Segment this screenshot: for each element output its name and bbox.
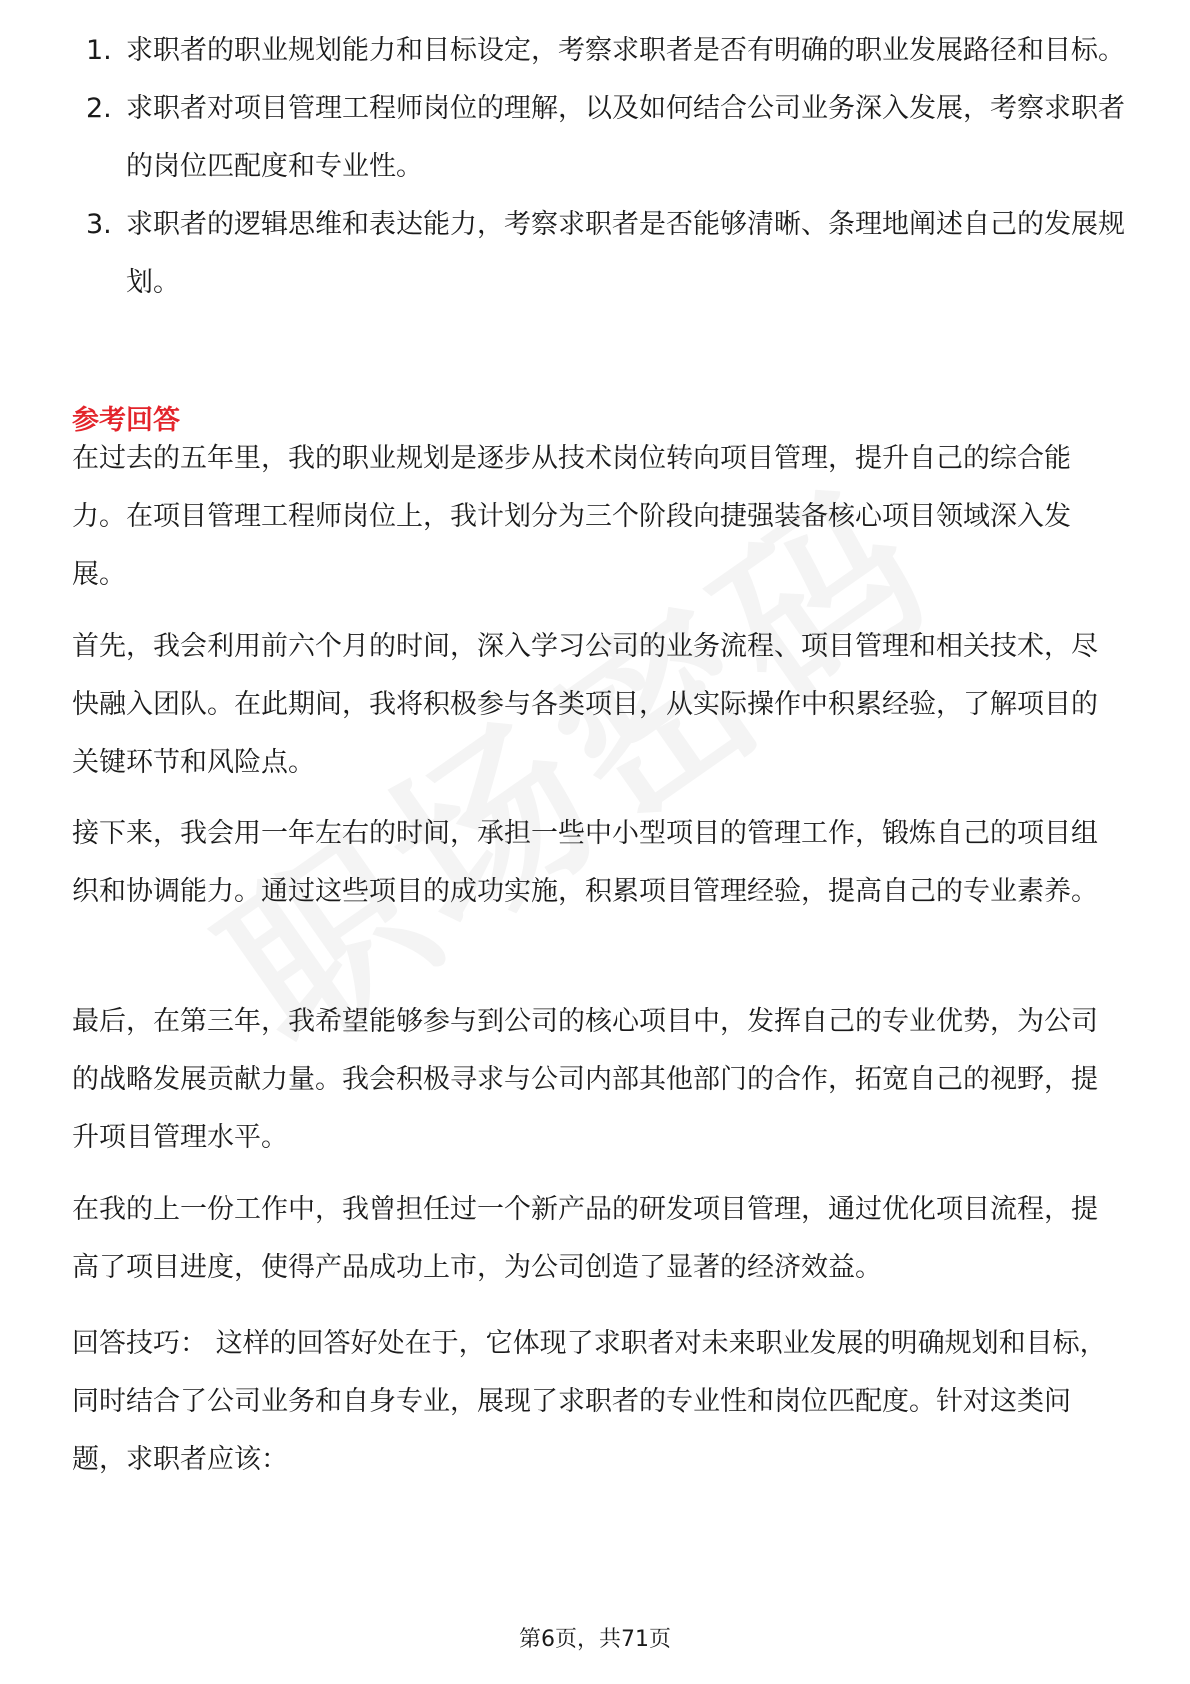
list-item-text: 求职者的逻辑思维和表达能力，考察求职者是否能够清晰、条理地阐述自己的发展规划。 (126, 209, 1125, 298)
list-item-number: 1. (86, 35, 112, 66)
paragraph-second-stage: 接下来，我会用一年左右的时间，承担一些中小型项目的管理工作，锻炼自己的项目组织和协调能力。通过这些项目的成功实施，积累项目管理经验，提高自己的专业素养。 (72, 818, 1098, 907)
section-title: 参考回答 (72, 405, 180, 436)
list-item-text: 求职者对项目管理工程师岗位的理解，以及如何结合公司业务深入发展，考察求职者的岗位匹配度和专业性。 (126, 93, 1125, 182)
list-item (72, 22, 1132, 80)
list-item-number: 3. (86, 209, 112, 240)
list-item-text: 求职者的职业规划能力和目标设定，考察求职者是否有明确的职业发展路径和目标。 (126, 35, 1125, 66)
paragraph-experience: 在我的上一份工作中，我曾担任过一个新产品的研发项目管理，通过优化项目流程，提高了项目进度，使得产品成功上市，为公司创造了显著的经济效益。 (72, 1194, 1098, 1283)
paragraph-first-stage: 首先，我会利用前六个月的时间，深入学习公司的业务流程、项目管理和相关技术，尽快融入团队。在此期间，我将积极参与各类项目，从实际操作中积累经验，了解项目的关键环节和风险点。 (72, 631, 1098, 778)
list-item (72, 80, 1132, 196)
paragraph-third-stage: 最后，在第三年，我希望能够参与到公司的核心项目中，发挥自己的专业优势，为公司的战略发展贡献力量。我会积极寻求与公司内部其他部门的合作，拓宽自己的视野，提升项目管理水平。 (72, 1006, 1098, 1153)
list-item-number: 2. (86, 93, 112, 124)
list-item (72, 196, 1132, 312)
page-number: 第6页，共71页 (519, 1627, 671, 1652)
criteria-list (72, 22, 1132, 312)
paragraph-intro: 在过去的五年里，我的职业规划是逐步从技术岗位转向项目管理，提升自己的综合能力。在项目管理工程师岗位上，我计划分为三个阶段向捷强装备核心项目领域深入发展。 (72, 443, 1071, 590)
paragraph-tips: 回答技巧： 这样的回答好处在于，它体现了求职者对未来职业发展的明确规划和目标，同时结合了公司业务和自身专业，展现了求职者的专业性和岗位匹配度。针对这类问题，求职者应该： (72, 1328, 1107, 1475)
